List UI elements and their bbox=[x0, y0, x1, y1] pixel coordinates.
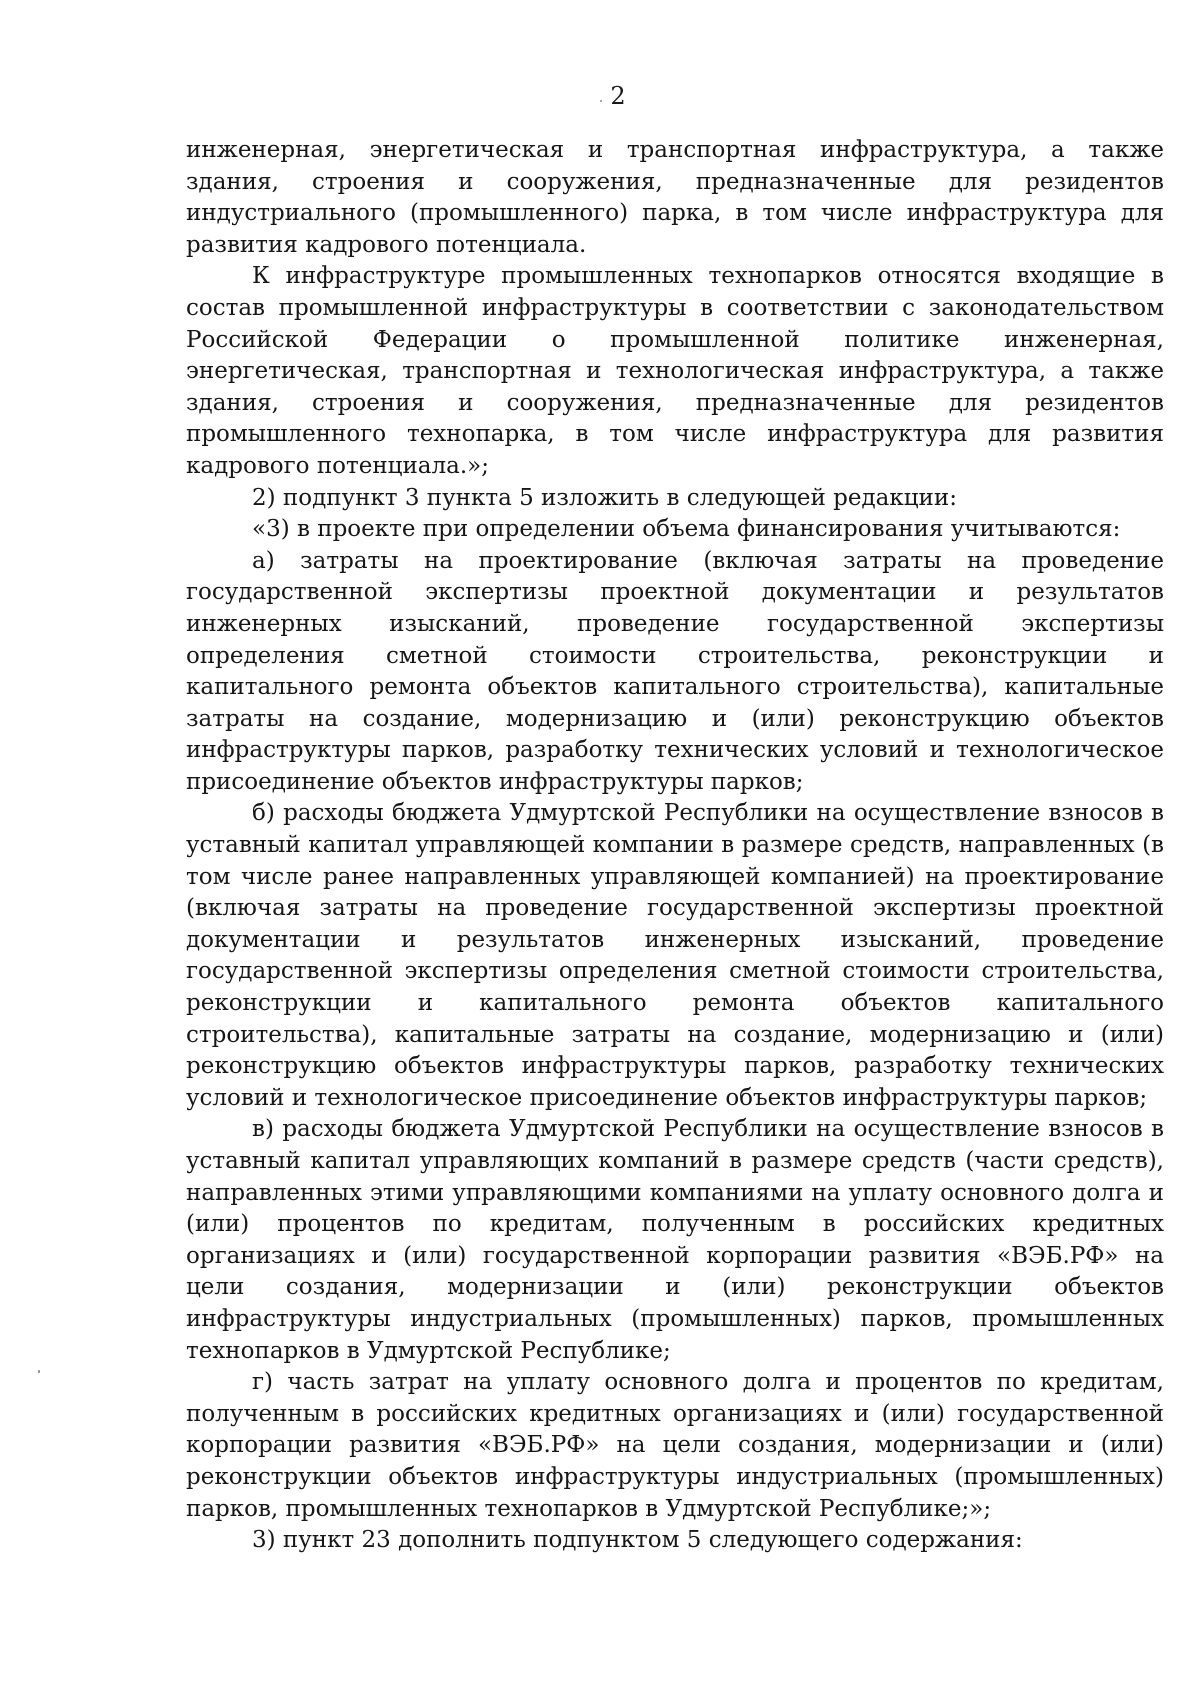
paragraph-amendment-3: 3) пункт 23 дополнить подпунктом 5 следующего содержания: bbox=[252, 1527, 1023, 1554]
scan-speck bbox=[38, 1370, 40, 1373]
document-body bbox=[186, 135, 1164, 1557]
paragraph-item-b: б) расходы бюджета Удмуртской Республики на осуществление взносов в уставный капитал управляющей компании в размере средств, направленных (в том числе ранее направленных управляющей компанией) на проектирование (включая затраты на проведение государственной экспертизы проектной документации и результатов инженерных изысканий, проведение государственной экспертизы определения сметной стоимости строительства, реконструкции и капитального ремонта объектов капитального строительства), капитальные затраты на создание, модернизацию и (или) реконструкцию объектов инфраструктуры парков, разработку технических условий и технологическое присоединение объектов инфраструктуры парков; bbox=[186, 800, 1164, 1111]
paragraph-subitem-3: «3) в проекте при определении объема финансирования учитываются: bbox=[252, 516, 1121, 543]
paragraph-item-g: г) часть затрат на уплату основного долга и процентов по кредитам, полученным в российских кредитных организациях и (или) государственной корпорации развития «ВЭБ.РФ» на цели создания, модернизации и (или) реконструкции объектов инфраструктуры индустриальных (промышленных) парков, промышленных технопарков в Удмуртской Республике;»; bbox=[186, 1369, 1164, 1522]
paragraph-item-v: в) расходы бюджета Удмуртской Республики на осуществление взносов в уставный капитал управляющих компаний в размере средств (части средств), направленных этими управляющими компаниями на уплату основного долга и (или) процентов по кредитам, полученным в российских кредитных организациях и (или) государственной корпорации развития «ВЭБ.РФ» на цели создания, модернизации и (или) реконструкции объектов инфраструктуры индустриальных (промышленных) парков, промышленных технопарков в Удмуртской Республике; bbox=[186, 1116, 1164, 1364]
paragraph-amendment-2: 2) подпункт 3 пункта 5 изложить в следующей редакции: bbox=[252, 484, 957, 511]
scan-speck bbox=[600, 100, 602, 102]
paragraph-technopark-infrastructure: К инфраструктуре промышленных технопарков относятся входящие в состав промышленной инфраструктуры в соответствии с законодательством Российской Федерации о промышленной политике инженерная, энергетическая, транспортная и технологическая инфраструктура, а также здания, строения и сооружения, предназначенные для резидентов промышленного технопарка, в том числе инфраструктура для развития кадрового потенциала.»; bbox=[186, 263, 1164, 479]
paragraph-item-a: а) затраты на проектирование (включая затраты на проведение государственной экспертизы проектной документации и результатов инженерных изысканий, проведение государственной экспертизы определения сметной стоимости строительства, реконструкции и капитального ремонта объектов капитального строительства), капитальные затраты на создание, модернизацию и (или) реконструкцию объектов инфраструктуры парков, разработку технических условий и технологическое присоединение объектов инфраструктуры парков; bbox=[186, 547, 1164, 795]
page-number: 2 bbox=[610, 82, 626, 110]
paragraph-continuation: инженерная, энергетическая и транспортная инфраструктура, а также здания, строения и сооружения, предназначенные для резидентов индустриального (промышленного) парка, в том числе инфраструктура для развития кадрового потенциала. bbox=[186, 137, 1164, 258]
